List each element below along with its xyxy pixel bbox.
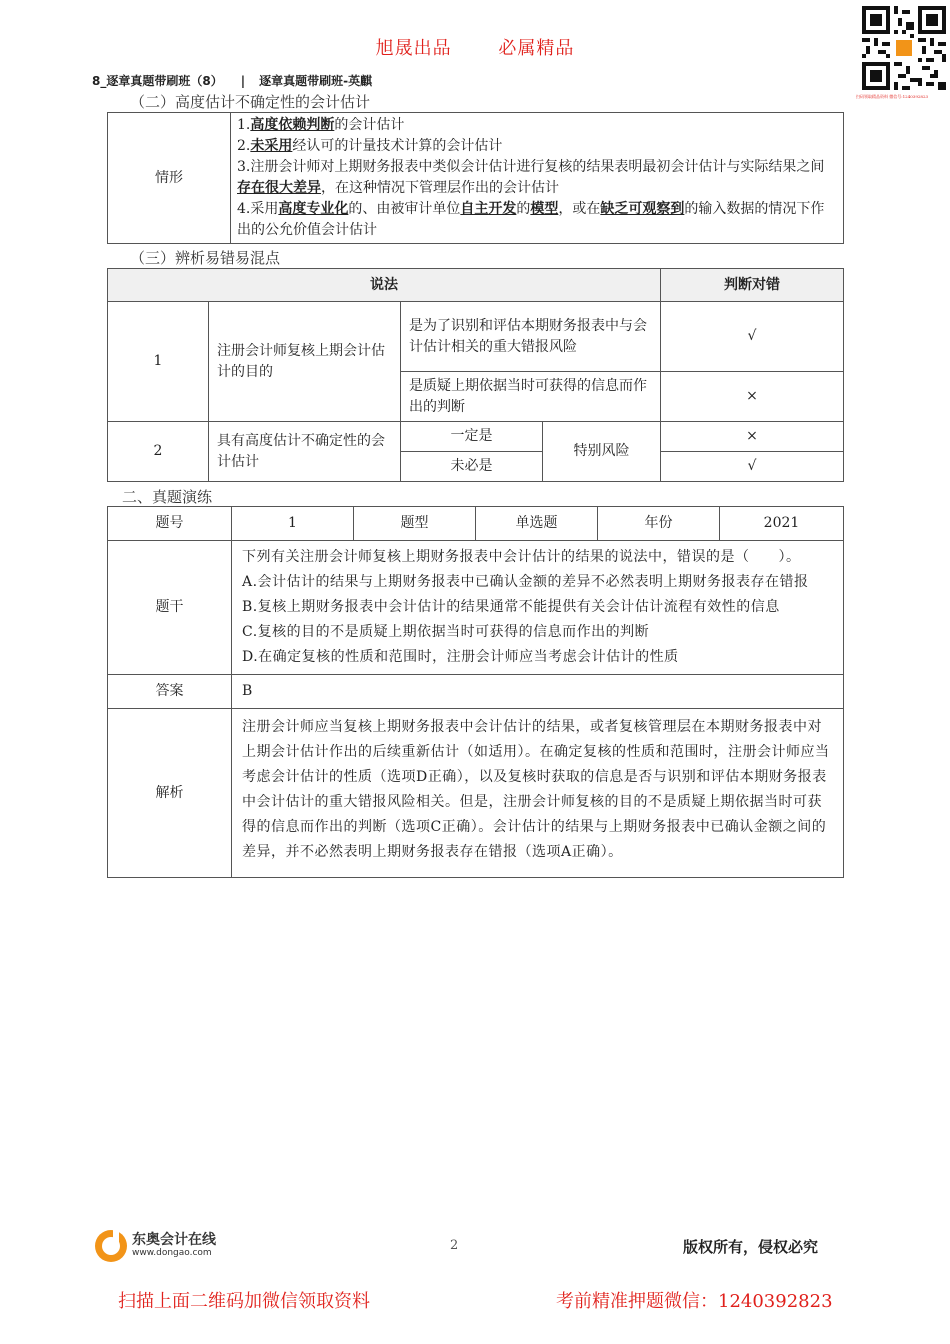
row1-number: 1 [108,302,209,422]
stem-text: 下列有关注册会计师复核上期财务报表中会计估计的结果的说法中，错误的是（ ）。 [242,549,801,565]
question-year: 2021 [720,507,844,541]
header-separator: | [240,74,246,88]
row1-mark-a: √ [661,302,844,372]
section-title-2: （二）高度估计不确定性的会计估计 [130,93,371,111]
question-type: 单选题 [476,507,598,541]
confusion-table [107,268,844,482]
question-number-label: 题号 [108,507,232,541]
situation-4: 4.采用高度专业化的、由被审计单位自主开发的模型，或在缺乏可观察到的输入数据的情况下作出的公允价值会计估计 [237,201,825,238]
header-statement: 说法 [108,269,661,302]
stem-label: 题干 [108,541,232,675]
question-year-label: 年份 [598,507,720,541]
qr-code-icon[interactable] [862,6,946,90]
option-c: C.复核的目的不是质疑上期依据当时可获得的信息而作出的判断 [242,624,650,640]
header-judgement: 判断对错 [661,269,844,302]
stem-content [232,541,844,675]
situation-2: 2.未采用经认可的计量技术计算的会计估计 [237,138,503,154]
footer-brand: 东奥会计在线 [132,1232,216,1248]
analysis-text: 注册会计师应当复核上期财务报表中会计估计的结果，或者复核管理层在本期财务报表中对上期会计估计作出的后续重新估计（如适用）。在确定复核的性质和范围时，注册会计师应当考虑会计估计的性质（选项D正确），以及复核时获取的信息是否与识别和评估本期财务报表中会计估计的重大错报风险相关。但是，注册会计师复核的目的不是质疑上期依据当时可获得的信息而作出的判断（选项C正确）。会计估计的结果与上期财务报表中已确认金额之间的差异，并不必然表明上期财务报表存在错报（选项A正确）。 [232,709,844,878]
row2-number: 2 [108,422,209,482]
option-a: A.会计估计的结果与上期财务报表中已确认金额的差异不必然表明上期财务报表存在错报 [242,574,809,590]
situation-3: 3.注册会计师对上期财务报表中类似会计估计进行复核的结果表明最初会计估计与实际结果之间存在很大差异，在这种情况下管理层作出的会计估计 [237,159,825,196]
option-b: B.复核上期财务报表中会计估计的结果通常不能提供有关会计估计流程有效性的信息 [242,599,780,615]
footer-url[interactable]: www.dongao.com [132,1248,212,1258]
answer-value: B [232,675,844,709]
course-title: 8_逐章真题带刷班（8） [92,74,223,88]
copyright-notice: 版权所有，侵权必究 [683,1238,819,1256]
row1-topic: 注册会计师复核上期会计估计的目的 [209,302,401,422]
row1-mark-b: × [661,372,844,422]
situations-table [107,112,844,244]
row2-mark-b: √ [661,452,844,482]
dongao-logo-icon [93,1228,129,1264]
row2-middle: 特别风险 [543,422,661,482]
question-number: 1 [232,507,354,541]
row2-mark-a: × [661,422,844,452]
qr-caption: 扫码领取精品资料 微信号:1240392823 [856,94,929,99]
banner-left: 旭晟出品 [375,38,452,59]
row1-statement-b: 是质疑上期依据当时可获得的信息而作出的判断 [401,372,661,422]
section-title-practice: 二、真题演练 [122,488,213,506]
question-type-label: 题型 [354,507,476,541]
promo-right: 考前精准押题微信：1240392823 [556,1291,833,1312]
course-subtitle: 逐章真题带刷班-英麒 [259,74,373,88]
row2-statement-a: 一定是 [401,422,543,452]
answer-label: 答案 [108,675,232,709]
question-table [107,506,844,878]
situation-1: 1.高度依赖判断的会计估计 [237,117,405,133]
row1-statement-a: 是为了识别和评估本期财务报表中与会计估计相关的重大错报风险 [401,302,661,372]
top-banner [0,34,950,60]
option-d: D.在确定复核的性质和范围时，注册会计师应当考虑会计估计的性质 [242,649,679,665]
section-title-3: （三）辨析易错易混点 [130,249,281,267]
row2-topic: 具有高度估计不确定性的会计估计 [209,422,401,482]
course-header [92,72,372,89]
banner-right: 必属精品 [498,38,575,59]
analysis-label: 解析 [108,709,232,878]
page-number: 2 [450,1238,459,1253]
situations-label: 情形 [108,113,231,244]
situations-content [231,113,844,244]
row2-statement-b: 未必是 [401,452,543,482]
promo-left: 扫描上面二维码加微信领取资料 [118,1291,370,1312]
